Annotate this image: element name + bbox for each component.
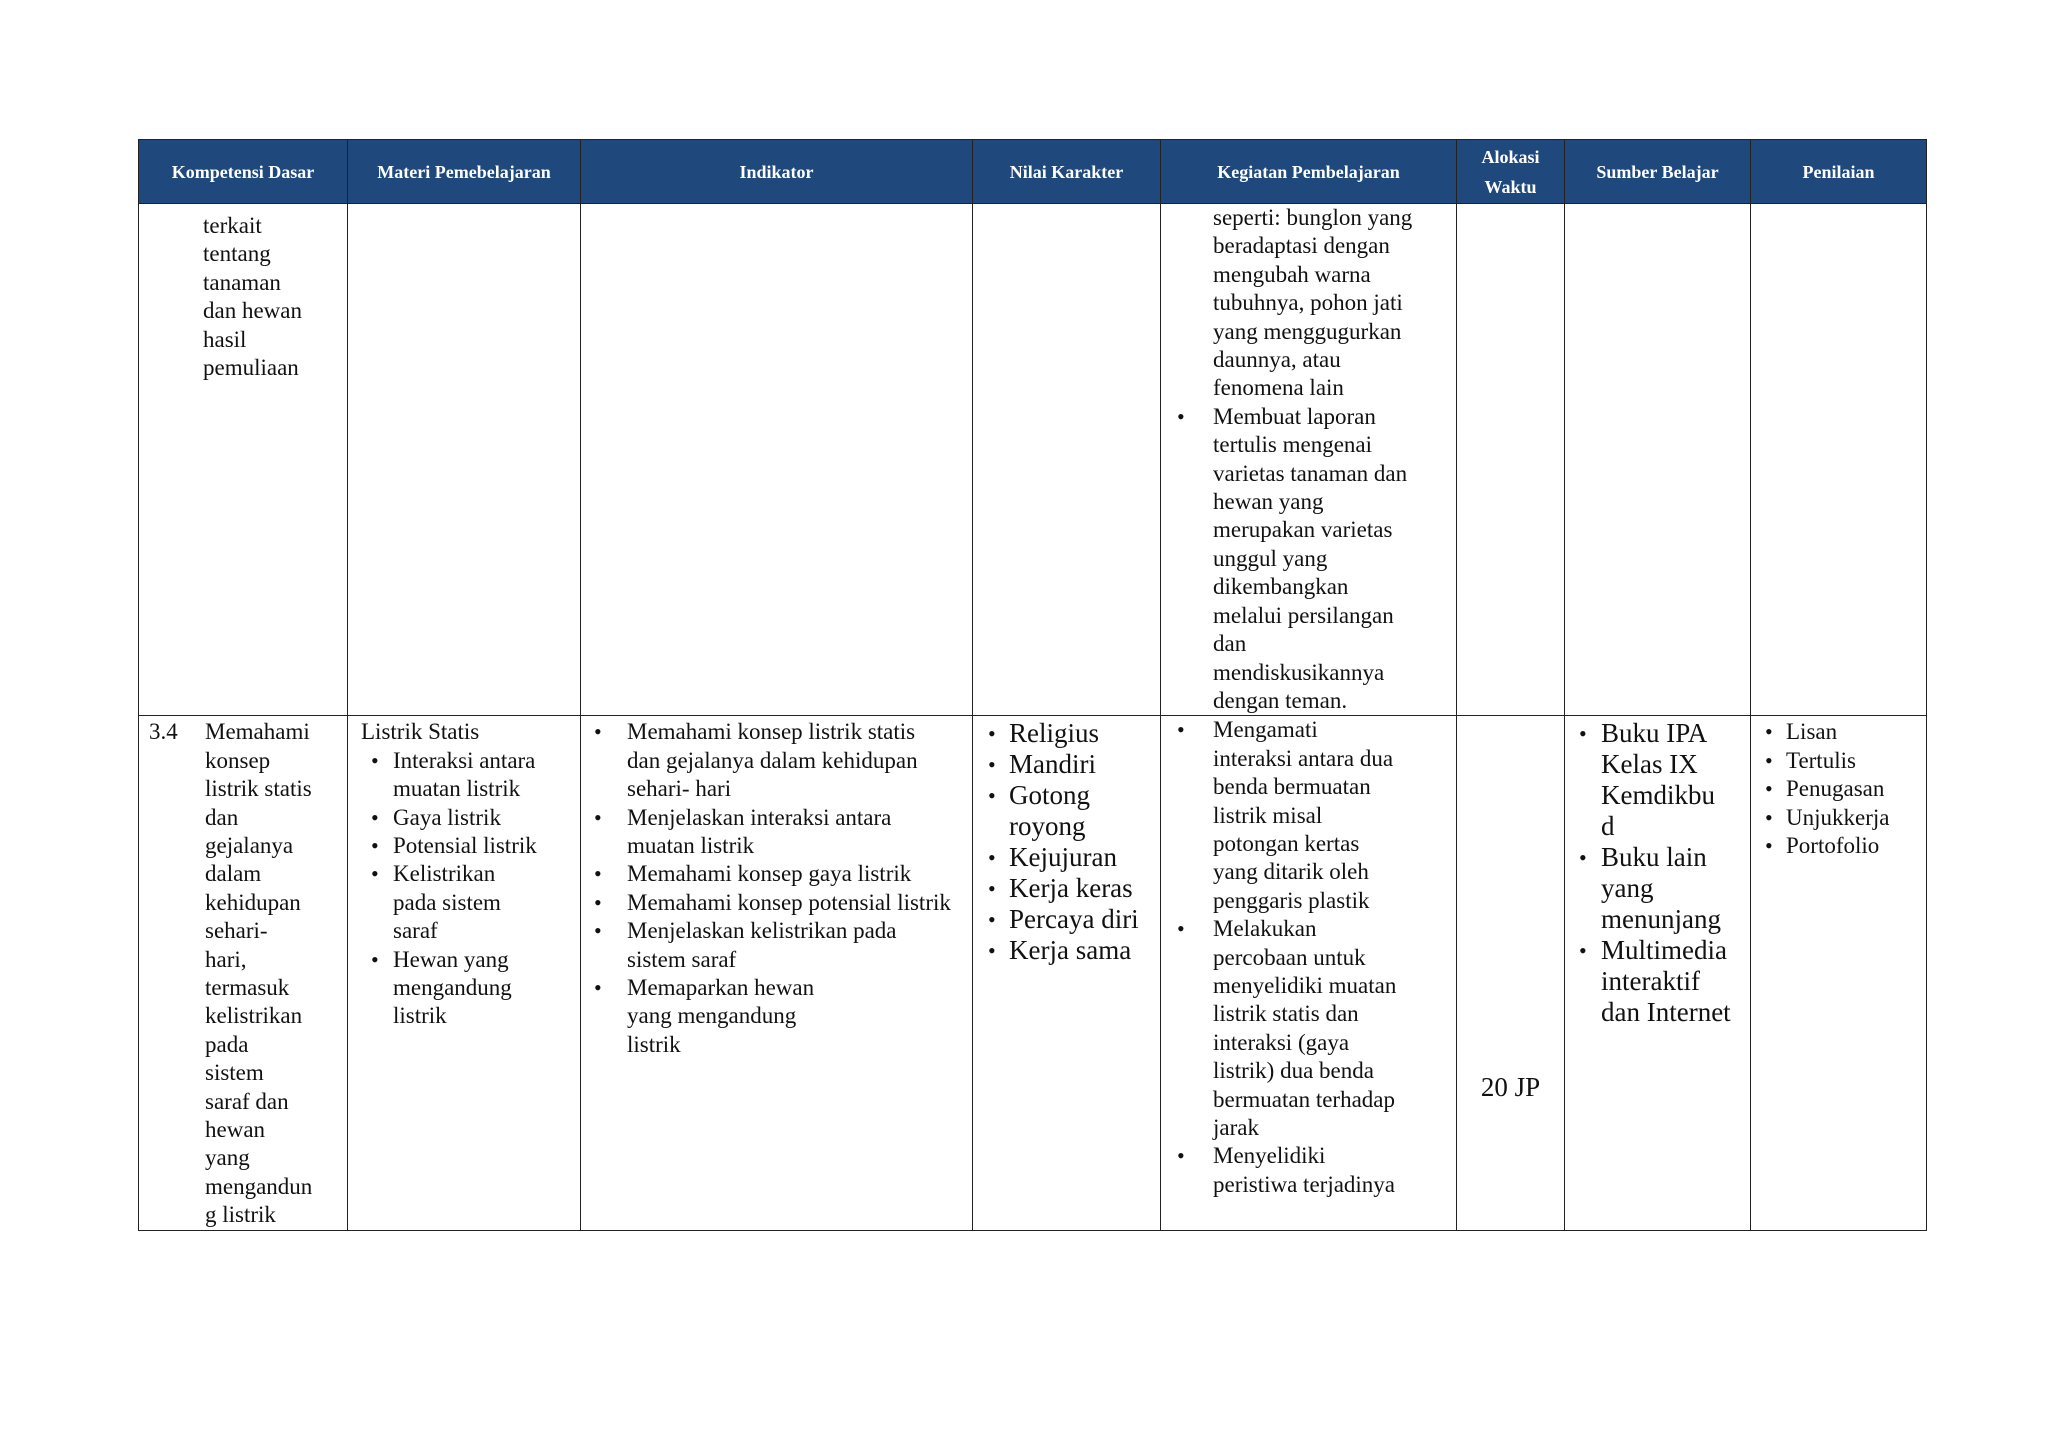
list-item-line: Kelas IX [1601,749,1698,780]
list-item-line: • Buku lain [1601,842,1707,873]
list-item [1161,403,1452,715]
text-line: dan [205,804,239,830]
cell-kegiatan [1161,716,1457,1230]
text-line: sehari- [205,918,268,944]
list-item-line: peristiwa terjadinya [1213,1171,1396,1197]
list-item [1751,804,1924,832]
list-item-line: listrik) dua benda [1213,1058,1374,1084]
list-item-line: interaksi (gaya [1213,1029,1350,1055]
list-item [973,780,1160,842]
list-item-line: • Portofolio [1786,832,1880,858]
sumber-belajar-list [1565,716,1750,1028]
cell-sumber-belajar [1565,716,1751,1230]
list-item-line: • Membuat laporan [1213,403,1376,429]
text-line: fenomena lain [1213,375,1344,401]
table-header-row [139,140,1927,204]
list-item-line: • Melakukan [1213,916,1317,942]
list-item-line: • Potensial listrik [393,832,537,858]
text-line: tentang [203,241,271,267]
header-sumber-belajar: Sumber Belajar [1565,140,1751,204]
list-item-line: • Multimedia [1601,935,1727,966]
text-line: pemuliaan [203,355,299,381]
list-item [581,860,968,888]
penilaian-list [1751,718,1924,860]
text-line: sistem [205,1060,264,1086]
list-item-line: • Kelistrikan [393,861,496,887]
list-item-line: • Percaya diri [1009,904,1139,935]
header-penilaian: Penilaian [1751,140,1927,204]
cell-kegiatan-continued [1161,204,1457,716]
text-line: beradaptasi dengan [1213,233,1390,259]
text-line: kehidupan [205,889,301,915]
text-line: tanaman [203,269,281,295]
table-row [139,716,1927,1230]
list-item-line: interaksi antara dua [1213,745,1394,771]
cell-indikator-empty [581,204,973,716]
header-materi-pembelajaran: Materi Pemebelajaran [348,140,581,204]
cell-waktu-empty [1457,204,1565,716]
list-item-line: melalui persilangan [1213,602,1394,628]
list-item-line: penggaris plastik [1213,887,1370,913]
list-item-line: yang ditarik oleh [1213,859,1369,885]
nilai-karakter-list [973,716,1160,966]
list-item-line: percobaan untuk [1213,944,1366,970]
text-line: hewan [205,1117,266,1142]
text-line: mengandun [205,1173,313,1199]
cell-kompetensi-3-4 [139,716,348,1230]
list-item-line: • Penugasan [1786,776,1885,802]
list-item-line: d [1601,811,1615,842]
list-item [361,946,574,1031]
list-item-line: varietas tanaman dan [1213,460,1408,486]
cell-nilai-empty [973,204,1161,716]
kd-number: 3.4 [149,719,178,745]
list-item-line: • Menjelaskan interaksi antara [627,804,892,830]
syllabus-table [138,139,1927,1231]
text-line: dan hewan [203,298,302,324]
header-indikator: Indikator [581,140,973,204]
list-item [1565,935,1750,1028]
text-line: daunnya, atau [1213,347,1341,373]
list-item-line: yang [1601,873,1654,904]
list-item [361,747,574,804]
list-item-line: • Memahami konsep listrik statis [627,719,916,745]
list-item-line: • Kejujuran [1009,842,1117,873]
list-item-line: • Gotong [1009,780,1090,811]
list-item [581,804,968,861]
list-item-line: bermuatan terhadap [1213,1086,1395,1112]
list-item [1161,915,1452,1142]
list-item [361,804,574,832]
list-item-line: listrik misal [1213,802,1323,828]
list-item-line: • Interaksi antara [393,747,536,773]
list-item-line: • Menyelidiki [1213,1143,1326,1169]
list-item-line: • Memahami konsep gaya listrik [627,861,912,887]
text-line: terkait [203,213,262,238]
list-item-line: • Memahami konsep potensial listrik [627,889,951,915]
cell-materi-listrik-statis [348,716,581,1230]
text-line: listrik statis [205,776,312,802]
list-item-line: mendiskusikannya [1213,659,1385,685]
materi-list [361,747,574,1031]
cell-indikator [581,716,973,1230]
list-item-line: muatan listrik [393,776,521,802]
cell-sumber-empty [1565,204,1751,716]
list-item-line: • Memaparkan hewan [627,974,815,1000]
list-item-line: royong [1009,811,1086,842]
list-item-line: • Hewan yang [393,946,509,972]
text-line: kelistrikan [205,1003,303,1029]
list-item-line: potongan kertas [1213,830,1360,856]
list-item-line: • Unjukkerja [1786,804,1890,830]
header-nilai-karakter: Nilai Karakter [973,140,1161,204]
text-line: dalam [205,861,262,887]
list-item-line: dan [1213,631,1247,657]
list-item [1161,716,1452,915]
list-item-line: menunjang [1601,904,1721,935]
list-item [1751,747,1924,775]
list-item [973,935,1160,966]
header-kegiatan-pembelajaran: Kegiatan Pembelajaran [1161,140,1457,204]
list-item [1751,718,1924,746]
text-line: yang menggugurkan [1213,318,1402,344]
list-item-line: • Buku IPA [1601,718,1708,749]
list-item-line: listrik statis dan [1213,1001,1359,1027]
list-item-line: benda bermuatan [1213,774,1371,800]
list-item-line: jarak [1213,1115,1259,1140]
list-item-line: muatan listrik [627,832,755,858]
text-line: konsep [205,747,271,773]
list-item-line: unggul yang [1213,545,1328,571]
text-line: gejalanya [205,832,294,858]
cell-alokasi-waktu [1457,716,1565,1230]
list-item [1565,842,1750,935]
text-line: Memahami [205,719,310,745]
list-item-line: menyelidiki muatan [1213,972,1397,998]
list-item-line: listrik [627,1031,681,1057]
list-item-line: dan Internet [1601,997,1731,1028]
kegiatan-list [1161,716,1452,1199]
header-alokasi-waktu: Alokasi Waktu [1457,140,1565,204]
list-item-line: tertulis mengenai [1213,432,1373,458]
kd-block [139,716,347,1229]
list-item-line: interaktif [1601,966,1700,997]
list-item-line: hewan yang [1213,489,1324,515]
list-item [581,917,968,974]
text-line: seperti: bunglon yang [1213,205,1413,230]
list-item-line: dan gejalanya dalam kehidupan [627,747,918,773]
list-item-line: Kemdikbu [1601,780,1715,811]
text-line: g listrik [205,1202,276,1228]
cell-kompetensi-continued [139,204,348,716]
list-item-line: • Gaya listrik [393,804,501,830]
list-item-line: • Mandiri [1009,749,1096,780]
cell-penilaian-empty [1751,204,1927,716]
kd-continued-lines [203,212,341,382]
list-item [581,974,968,1059]
kegiatan-lead-text [1161,204,1452,403]
list-item [1161,1142,1452,1199]
list-item-line: • Menjelaskan kelistrikan pada [627,918,897,944]
header-kompetensi-dasar: Kompetensi Dasar [139,140,348,204]
kegiatan-list [1161,403,1452,715]
table-row [139,204,1927,716]
list-item-line: sistem saraf [627,946,737,972]
list-item-line: merupakan varietas [1213,517,1393,543]
cell-penilaian [1751,716,1927,1230]
list-item [973,904,1160,935]
kd-description [205,718,341,1229]
list-item-line: • Religius [1009,718,1100,749]
text-line: pada [205,1031,249,1057]
list-item [973,873,1160,904]
list-item-line: • Kerja sama [1009,935,1132,966]
text-line: hari, [205,946,247,972]
list-item [973,842,1160,873]
text-line: tubuhnya, pohon jati [1213,290,1403,316]
list-item-line: dengan teman. [1213,687,1348,713]
text-line: mengubah warna [1213,261,1371,287]
list-item [581,718,968,803]
cell-materi-empty [348,204,581,716]
list-item-line: dikembangkan [1213,574,1349,600]
list-item [1565,718,1750,842]
list-item [361,860,574,945]
list-item [581,889,968,917]
list-item-line: mengandung [393,974,512,1000]
indikator-list [581,718,968,1059]
cell-nilai-karakter [973,716,1161,1230]
text-line: saraf dan [205,1088,289,1114]
list-item [973,718,1160,749]
alokasi-waktu-value: 20 JP [1480,1072,1541,1103]
list-item-line: • Tertulis [1786,747,1856,773]
list-item [1751,832,1924,860]
text-line: yang [205,1145,250,1171]
text-line: termasuk [205,974,290,1000]
list-item [361,832,574,860]
list-item [1751,775,1924,803]
list-item-line: pada sistem [393,889,501,915]
list-item-line: saraf [393,918,438,944]
list-item-line: yang mengandung [627,1003,797,1029]
materi-title: Listrik Statis [361,719,480,745]
list-item [973,749,1160,780]
list-item-line: • Kerja keras [1009,873,1133,904]
list-item-line: • Lisan [1786,719,1838,745]
list-item-line: • Mengamati [1213,717,1318,743]
text-line: hasil [203,326,247,352]
list-item-line: listrik [393,1003,447,1029]
list-item-line: sehari- hari [627,776,732,802]
